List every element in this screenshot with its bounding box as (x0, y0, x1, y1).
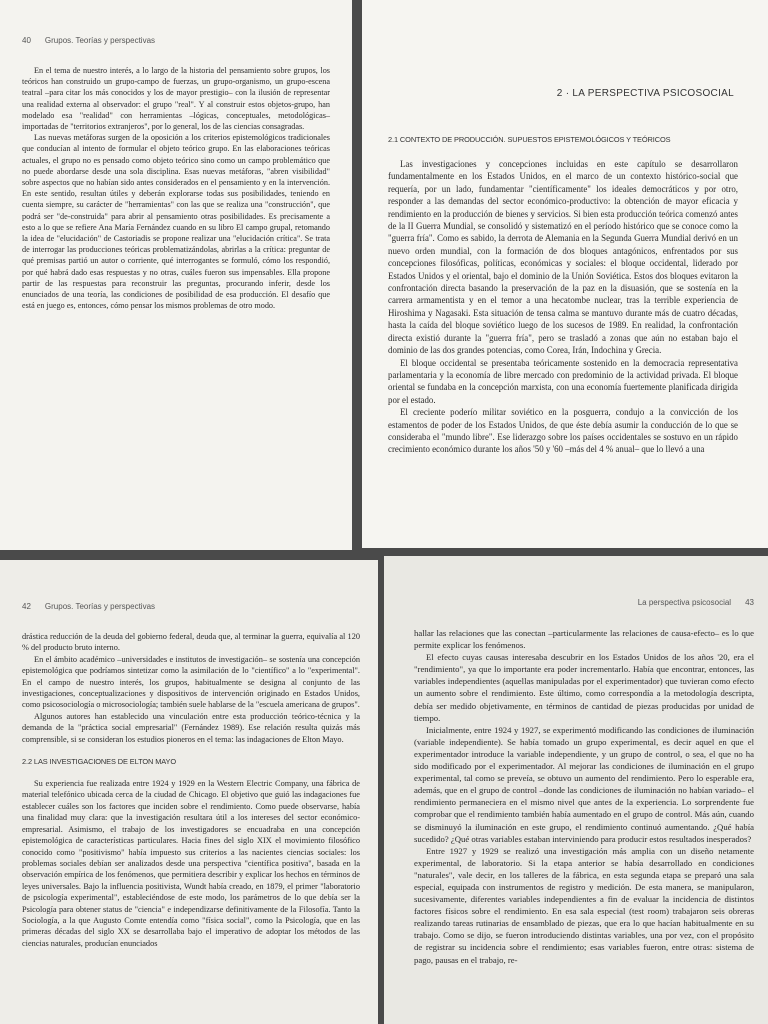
paragraph: El creciente poderío militar soviético en la posguerra, condujo a la convicción de los estamentos de poder de los Estados Unidos, de que éste debía asumir la conducción de lo que se consideraba el "mundo libre". Ese liderazgo sobre los países occidentales se sostuvo en un rápido crecimiento económico durante los años '50 y '60 –más del 4 % anual– que lo llevó a una (388, 407, 738, 455)
paragraph: Entre 1927 y 1929 se realizó una investigación más amplia con un diseño netamente experimental, de laboratorio. Si la etapa anterior se había desarrollado en condiciones "naturales", vale decir, en los talleres de la fábrica, en esta segunda etapa se preparó una sala especial, equipada con instrumentos de registro y medición. De esta manera, se manipularon, sucesivamente, diferentes variables independientes a fin de evaluar la incidencia de distintos factores físicos sobre el rendimiento. En esa sala especial (test room) trabajaron seis obreras realizando tareas rutinarias de ensamblado de piezas, que era lo que hacían habitualmente en su trabajo. Como se dijo, se fueron introduciendo distintas variables, una por vez, con el propósito de registrar su incidencia sobre el rendimiento; esas variables fueron, entre otras: sistema de pago, pausas en el trabajo, re- (414, 845, 754, 965)
running-header (22, 36, 330, 45)
paragraph: Algunos autores han establecido una vinculación entre esta producción teórico-técnica y la demanda de la "práctica social empresarial" (Fernández 1989). Ese relación resulta quizás más comprensible, si se consideran los estudios pioneros en el tema: las indagaciones de Elton Mayo. (22, 711, 360, 744)
body-text (388, 158, 738, 456)
body-text (22, 631, 360, 745)
body-text (22, 65, 330, 311)
paragraph: En el tema de nuestro interés, a lo largo de la historia del pensamiento sobre grupos, los teóricos han construido un grupo-campo de fuerzas, un grupo-organismo, un grupo-escena teatral –para citar los más conocidos y los de mayor prestigio– con la ilusión de representar una realidad externa al observador: el grupo "real". Y al construir estos objetos-grupo, han modelado esa "realidad" con herramientas –lógicas, conceptuales, metodológicas– importadas de "territorios extranjeros", por lo general, los de las ciencias consagradas. (22, 66, 330, 132)
running-header (414, 598, 754, 607)
running-title: Grupos. Teorías y perspectivas (44, 36, 156, 45)
running-title: Grupos. Teorías y perspectivas (44, 602, 156, 611)
paragraph: Su experiencia fue realizada entre 1924 y 1929 en la Western Electric Company, una fábrica de material telefónico ubicada cerca de la ciudad de Chicago. El objetivo que guió las indagaciones fue establecer cuáles son los factores que inciden sobre el rendimiento. Como puede observarse, había una finalidad muy clara: que la investigación resultara útil a los intereses del sector económico-empresarial. Asimismo, el trabajo de los investigadores se encuadraba en una concepción epistemológica de características particulares. Hacia fines del siglo XIX el movimiento filosófico conocido como "positivismo" había impuesto sus criterios a las nacientes ciencias sociales: los problemas sociales debían ser analizados desde una perspectiva "científica positiva", basada en la observación empírica de los fenómenos, que permitiera describir y explicar los hechos en términos de leyes universales. Bajo la influencia positivista, Wundt había creado, en 1879, el primer "laboratorio de psicología experimental", estableciéndose de este modo, los parámetros de lo que debía ser la Psicología para obtener status de "ciencia" e independizarse definitivamente de la Filosofía. Tanto la Sociología, a la que Augusto Comte entendía como "física social", como la Psicología, que en las primeras décadas del siglo XX se desarrollaba bajo el imperativo de adoptar los métodos de las ciencias naturales, producían enunciados (22, 779, 360, 948)
page-number: 42 (22, 602, 31, 611)
paragraph: El bloque occidental se presentaba teóricamente sostenido en la democracia representativa parlamentaria y la economía de libre mercado con predominio de la actividad privada. El bloque oriental se fundaba en la concepción marxista, con una economía fuertemente planificada dirigida por el estado. (388, 357, 738, 405)
body-text (414, 627, 754, 966)
page-42 (0, 560, 378, 1024)
paragraph: Inicialmente, entre 1924 y 1927, se experimentó modificando las condiciones de iluminación (variable independiente). Se había tomado un grupo experimental, es decir aquel en que el experimentador introduce la variable independiente, y un grupo de control, o sea, el que no ha sido modificado por el experimentador. Al mejorar las condiciones de iluminación en el grupo experimental, tal como se preveía, se obtuvo un aumento del rendimiento. Pero lo esperable era, además, que en el grupo de control –donde las condiciones de iluminación no habían variado– el rendimiento permaneciera en el mismo nivel que antes de la experiencia. Lo sorprendente fue comprobar que el rendimiento también había aumentado en el grupo de control. Más aún, cuando se disminuyó la iluminación en este grupo, el rendimiento continuó aumentando. ¿Qué había sucedido? ¿Qué otras variables estaban interviniendo para producir estos resultados inesperados? (414, 724, 754, 844)
section-heading: 2.2 LAS INVESTIGACIONES DE ELTON MAYO (22, 757, 177, 767)
paragraph: En el ámbito académico –universidades e institutos de investigación– se sostenía una concepción epistemológica que podríamos sintetizar como la asimilación de lo "científico" a lo "experimental". En el campo de nuestro interés, los grupos, habitualmente se designa al conjunto de las investigaciones, conceptualizaciones y dispositivos de intervención originado en Estados Unidos, como psicosociología o microsociología; también suele hablarse de la "escuela americana de grupos". (22, 654, 360, 710)
running-header (22, 602, 360, 611)
running-title: La perspectiva psicosocial (637, 598, 732, 607)
chapter-title: 2 · LA PERSPECTIVA PSICOSOCIAL (556, 88, 734, 99)
paragraph: Las investigaciones y concepciones incluidas en este capítulo se desarrollaron fundamentalmente en los Estados Unidos, en el marco de un contexto histórico-social que requería, por un lado, fundamentar "científicamente" los ideales democráticos y por otro, responder a las demandas del sector económico-productivo: la obtención de mayor eficacia y rendimiento en la producción de bienes y servicios. Si bien esta producción teórica comenzó antes de la II Guerra Mundial, se consolidó y sistematizó en el período histórico que se conoce como la "guerra fría". Como es sabido, la derrota de Alemania en la Segunda Guerra Mundial derivó en un nuevo orden mundial, con la formación de dos bloques antagónicos, enfrentados por sus concepciones filosóficas, políticas, económicas y sociales: el bloque occidental, liderado por Estados Unidos y el oriental, bajo el dominio de la Unión Soviética. Estos dos bloques evitaron la confrontación directa basando la preservación de la paz en la disuasión, que se sostenía en la carrera armamentista y en el temor a una hecatombe nuclear, tras la terrible experiencia de Hiroshima y Nagasaki. Esta situación de tensa calma se mantuvo durante más de cuatro décadas, hasta la caída del bloque soviético luego de los sucesos de 1989. En realidad, la confrontación directa existió durante la "guerra fría", pero se trasladó a zonas que aún no estaban bajo el dominio de las dos grandes potencias, como Corea, Irán, Indochina y Grecia. (388, 159, 738, 356)
page-40 (0, 0, 352, 550)
page-number: 40 (22, 36, 31, 45)
page-41 (362, 0, 768, 548)
page-43 (384, 556, 768, 1024)
page-number: 43 (745, 598, 754, 607)
paragraph: drástica reducción de la deuda del gobierno federal, deuda que, al terminar la guerra, equivalía al 120 % del producto bruto interno. (22, 632, 360, 653)
section-heading: 2.1 CONTEXTO DE PRODUCCIÓN. SUPUESTOS EPISTEMOLÓGICOS Y TEÓRICOS (388, 135, 671, 144)
body-text (22, 778, 360, 949)
paragraph: hallar las relaciones que las conectan –particularmente las relaciones de causa-efecto– es lo que permite explicar los fenómenos. (414, 628, 754, 651)
paragraph: El efecto cuyas causas interesaba descubrir en los Estados Unidos de los años '20, era el "rendimiento", ya que lo importante era poder incrementarlo. Había que encontrar, entonces, las variables independientes (aquellas manipuladas por el experimentador) que tuvieran como efecto un aumento sobre el rendimiento. Este último, como correspondía a la metodología descripta, debía ser medido objetivamente, en términos de cantidad de piezas producidas por unidad de tiempo. (414, 652, 754, 723)
paragraph: Las nuevas metáforas surgen de la oposición a los criterios epistemológicos tradicionales que conducían al intento de formular el objeto teórico grupo. En las elaboraciones teóricas actuales, el grupo no es pensado como objeto teórico sino como un campo problemático que no puede abordarse desde una sola disciplina. Esas nuevas metáforas, "abren visibilidad" sobre aspectos que no habían sido antes considerados en el pensamiento y en la intervención. En este sentido, resultan útiles y deberán explorarse todas sus posibilidades, teniendo en cuenta siempre, su carácter de "herramientas" con las que se realiza una "construcción", que podrá ser "de-construida" para abrir al pensamiento otras posibilidades. Es precisamente a esto a lo que se refiere Ana María Fernández cuando en su libro El campo grupal, retomando la idea de "elucidación" de Castoriadis se propone realizar una "elucidación crítica". Se trata de interrogar las producciones teóricas problematizándolas, abrirlas a la crítica: preguntar de qué premisas partió un autor o corriente, qué interrogantes se formuló, cómo los respondió, por qué habrá dado esas respuestas y no otras, cuáles fueron sus impensables. Ella propone partir de las respuestas para reconstruir las preguntas, procurando inferir, desde los enunciados de una teoría, las condiciones de posibilidad de esa producción. El desafío que está en juego es, entonces, cómo pensar los mismos problemas de otro modo. (22, 133, 330, 311)
